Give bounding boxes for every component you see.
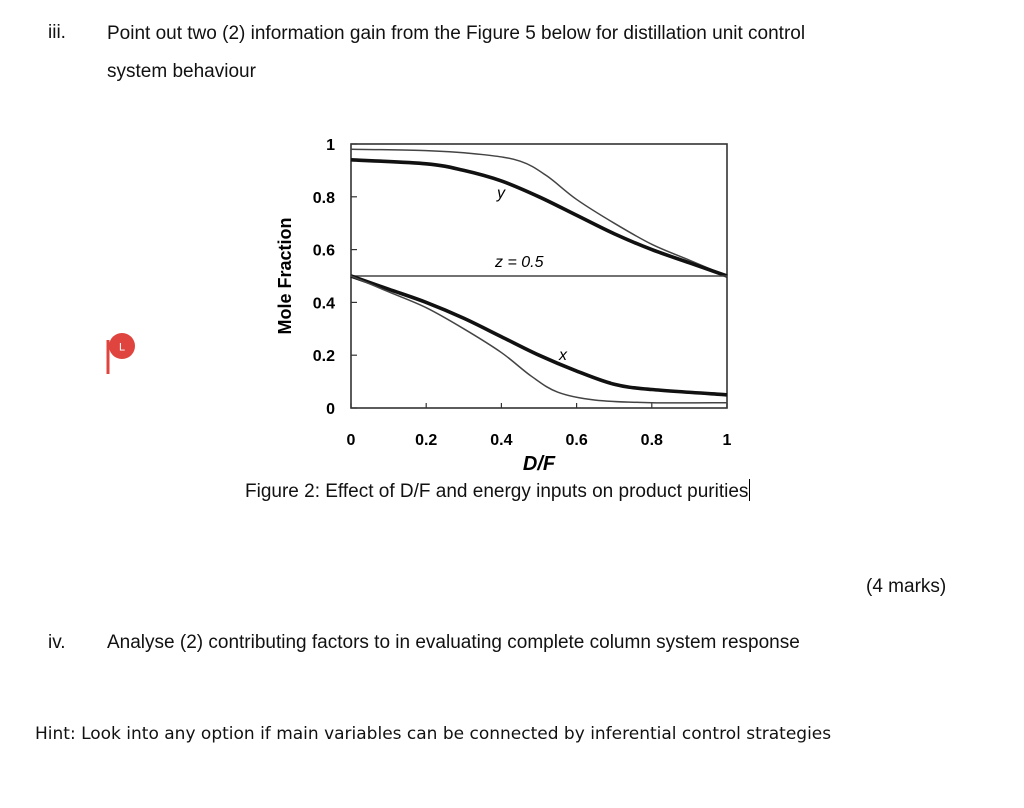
figure-caption-text: Figure 2: Effect of D/F and energy inputs on product purities [245,481,749,502]
y-tick-label: 1 [326,137,335,154]
y-axis-label: Mole Fraction [275,217,295,335]
series-x-thick-line [351,276,727,395]
x-tick-label: 0.2 [415,432,438,449]
y-tick-label: 0.8 [312,189,335,207]
x-tick-label: 0.8 [640,432,663,449]
x-tick-label: 0.6 [565,432,588,449]
x-tick-label: 0.4 [490,432,513,449]
comment-pin-initial: L [118,341,126,354]
question-iii-line1: Point out two (2) information gain from the Figure 5 below for distillation unit control [107,23,806,44]
y-tick-label: 0 [326,401,335,418]
question-iv-text: Analyse (2) contributing factors to in evaluating complete column system response [107,632,800,653]
chart-svg [265,128,745,478]
figure-caption [245,479,750,503]
x-axis-label: D/F [522,453,556,475]
hint-text: Hint: Look into any option if main variables can be connected by inferential control strategies [35,724,832,744]
text-cursor [749,479,750,501]
annotation-y: y [497,185,505,202]
y-tick-label: 0.4 [312,295,335,313]
question-iii-text [107,15,987,91]
comment-pin-icon[interactable] [104,332,134,362]
question-iii-line2: system behaviour [107,61,256,82]
figure-chart [265,128,745,478]
y-tick-label: 0.6 [312,242,335,260]
question-iii-marks: (4 marks) [866,576,947,597]
question-iii-number: iii. [48,22,66,43]
question-iv-number: iv. [48,632,66,653]
y-tick-label: 0.2 [312,348,335,366]
x-tick-label: 0 [346,432,356,449]
x-tick-label: 1 [722,432,732,449]
annotation-z: z = 0.5 [495,254,544,271]
annotation-x: x [559,347,567,364]
